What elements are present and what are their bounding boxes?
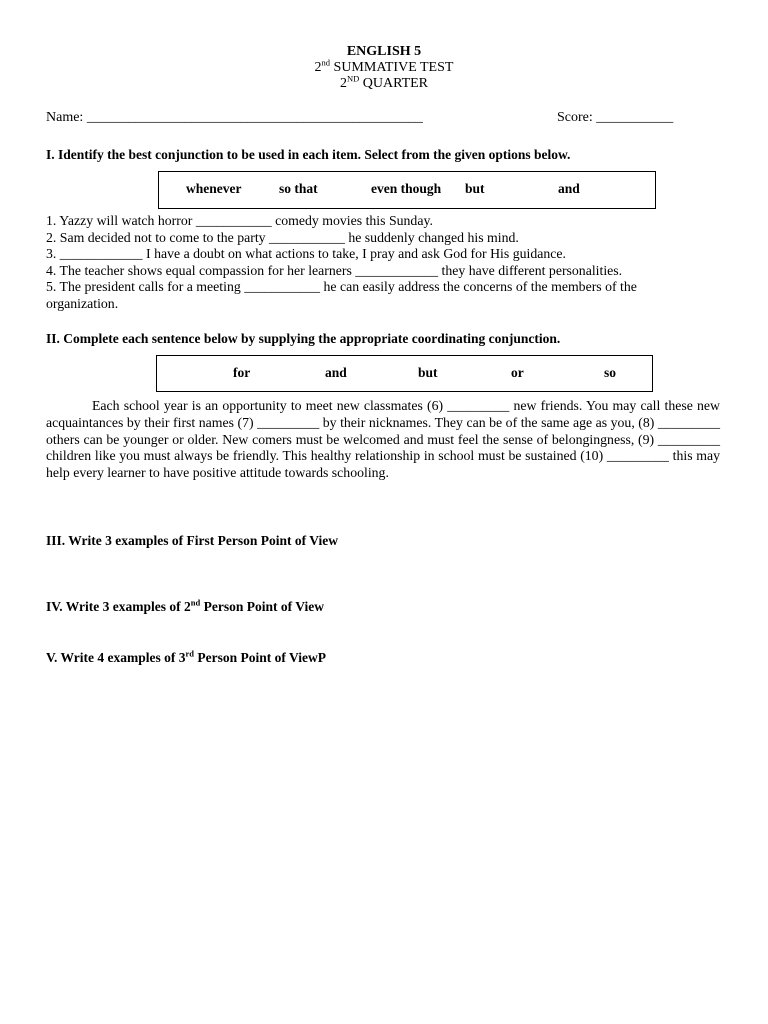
option-and-2: and [325,365,347,380]
option-for: for [233,365,251,380]
quarter-title [0,73,768,92]
name-score-row [46,110,726,128]
section-5-heading-rest: Person Point of ViewP [194,650,326,665]
option-but-2: but [418,365,438,380]
test-number: 2 [314,60,322,75]
quarter-label: QUARTER [359,76,429,91]
name-field[interactable]: Name: ________________________________________________ [46,110,423,125]
section-2-options-box [156,355,653,392]
section-2-heading: II. Complete each sentence below by supplying the appropriate coordinating conjunction. [46,331,561,346]
section-5-ordinal: rd [185,648,194,659]
subject-title: ENGLISH 5 [346,44,422,59]
section-4-ordinal: nd [190,597,201,608]
quarter-number: 2 [339,76,347,91]
section-1-options-box [158,171,656,209]
section-5-heading [46,650,326,666]
test-title [0,57,768,76]
section-4-heading-rest: Person Point of View [200,599,324,614]
option-even-though: even though [371,181,442,196]
section-4-heading-text: IV. Write 3 examples of 2 [46,599,191,614]
section-1-heading: I. Identify the best conjunction to be used in each item. Select from the given options below. [46,147,571,162]
item-5: 5. The president calls for a meeting ___________ he can easily address the concerns of the members of the organization. [46,279,637,311]
option-whenever: whenever [186,181,242,196]
item-2: 2. Sam decided not to come to the party ___________ he suddenly changed his mind. [46,229,519,245]
section-4-heading [46,599,324,615]
section-5-heading-text: V. Write 4 examples of 3 [46,650,186,665]
section-2-paragraph: Each school year is an opportunity to meet new classmates (6) _________ new friends. You may call these new acquaintances by their first names (7) _________ by their nicknames. They can be of the same age as you, (8) _________ others can be younger or older. New comers must be welcomed and must feel the sense of belongingness, (9) _________ children like you must always be friendly. This healthy relationship in school must be sustained (10) _________ this may help every learner to have positive attitude towards schooling. [46,398,720,481]
item-1: 1. Yazzy will watch horror ___________ comedy movies this Sunday. [46,213,433,228]
section-1-items [46,213,706,313]
section-3-heading: III. Write 3 examples of First Person Point of View [46,533,338,548]
option-so: so [604,365,617,380]
item-4: 4. The teacher shows equal compassion for her learners ____________ they have different personalities. [46,262,623,278]
quarter-ordinal: ND [346,73,360,84]
test-label: SUMMATIVE TEST [330,60,454,75]
test-ordinal: nd [321,57,331,68]
option-but: but [465,181,485,196]
option-or: or [511,365,524,380]
item-3: 3. ____________ I have a doubt on what actions to take, I pray and ask God for His guidance. [46,246,566,262]
option-so-that: so that [279,181,318,196]
option-and: and [558,181,580,196]
document-header [0,44,768,92]
score-field[interactable]: Score: ___________ [557,110,674,125]
